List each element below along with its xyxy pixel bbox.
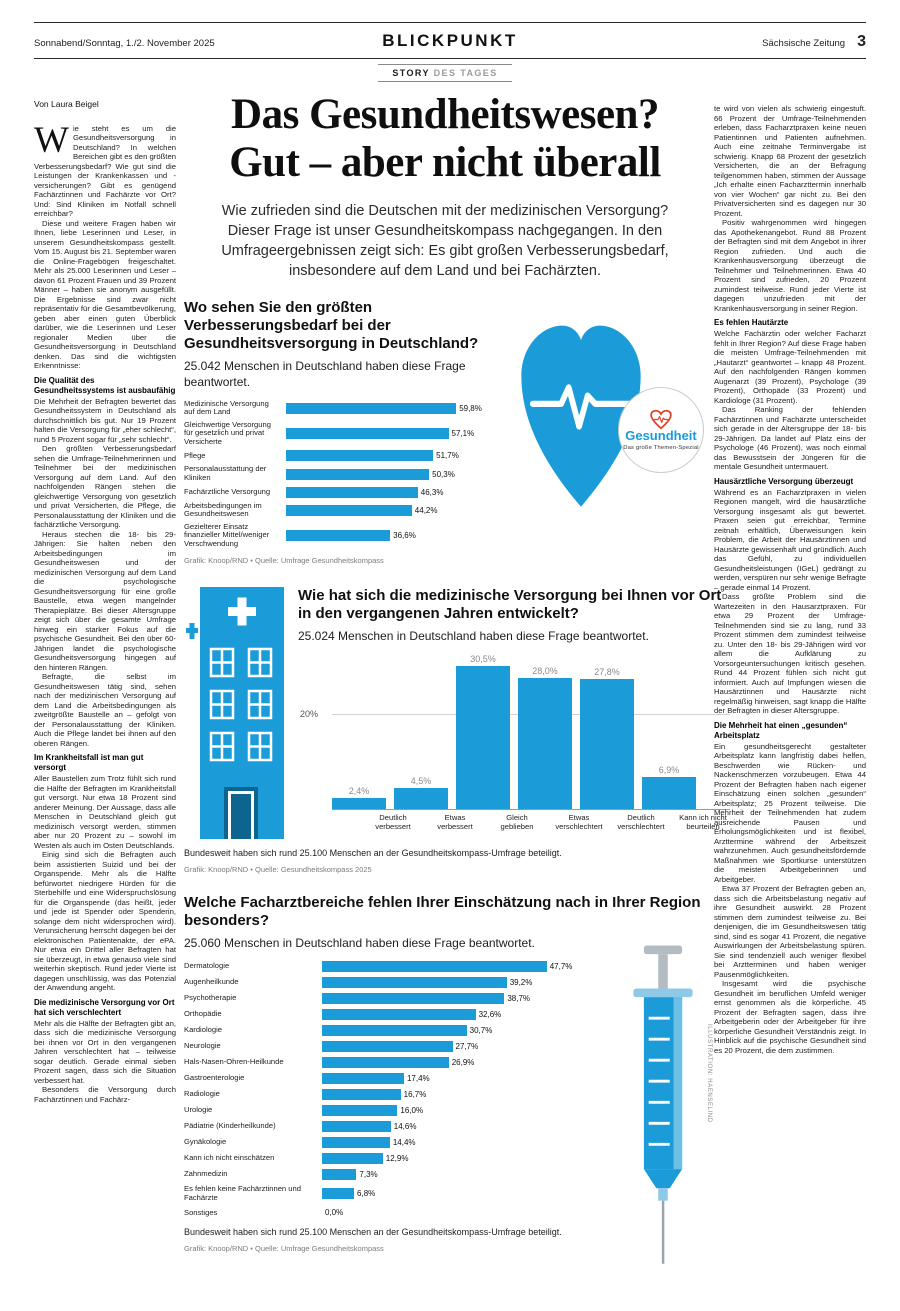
bar-label: Personalausstattung der Kliniken — [184, 464, 267, 483]
chart-subtitle: 25.042 Menschen in Deutschland haben diese Frage beantwortet. — [184, 359, 466, 389]
bar — [286, 487, 418, 498]
bar-row — [184, 1089, 630, 1100]
bar — [286, 530, 390, 541]
chart-improvement-needs — [184, 299, 706, 564]
lede: Wie zufrieden sind die Deutschen mit der medizinischen Versorgung? Dieser Frage ist unser Gesundheitskompass nachgegangen. In den Umfrageergebnissen zeigt sich: Es gibt großen Verbesserungsbedarf, insbesondere auf dem Land und bei Fachärzten. — [221, 203, 669, 280]
bar-label: Augenheilkunde — [184, 977, 239, 987]
bar-area — [322, 993, 630, 1004]
bar-area — [322, 1137, 630, 1148]
chart-title: Welche Facharztbereiche fehlen Ihrer Einschätzung nach in Ihrer Region besonders? — [184, 893, 701, 929]
bar-area — [322, 1041, 630, 1052]
bar-value: 36,6% — [393, 531, 416, 541]
bar-value: 59,8% — [459, 403, 482, 413]
bar — [322, 1137, 390, 1148]
bar — [322, 1057, 449, 1068]
bar-row — [184, 465, 498, 482]
bar-column — [642, 765, 696, 809]
bar-area — [322, 1105, 630, 1116]
page-header — [34, 22, 866, 59]
bar-row — [184, 487, 498, 498]
bar-value: 27,7% — [455, 1042, 479, 1052]
bar-column — [332, 786, 386, 809]
article-paragraph: te wird von vielen als schwierig eingestuft. 66 Prozent der Umfrage-Teilnehmenden erleben, dass Facharztpraxen keine neuen Patientinnen und Patienten aufnehmen. Auch eine zeitnahe Terminvergabe ist schwierig. Knapp 68 Prozent der gesetzlich Versicherten, die an der Befragung teilgenommen haben, stimmen der Aussage „Ich erhalte einen Facharzttermin innerhalb von vier Wochen“ gar nicht zu. Bei den Privatversicherten sind es dagegen nur 30 Prozent. — [714, 104, 866, 218]
bar-value: 14,6% — [393, 1122, 417, 1132]
bar-value: 7,3% — [359, 1170, 378, 1180]
bar — [322, 1121, 391, 1132]
bar-label: Pädiatrie (Kinderheilkunde) — [184, 1121, 276, 1131]
chart2-plot-panel — [298, 587, 730, 839]
paper-name — [518, 33, 866, 51]
bar-area — [322, 961, 630, 972]
column-subhead: Im Krankheitsfall ist man gut versorgt — [34, 753, 144, 772]
bar — [322, 1169, 356, 1180]
bar-value: 47,7% — [549, 962, 573, 972]
left-column-body — [34, 119, 176, 1105]
bar-row — [184, 1105, 630, 1116]
chart-title: Wo sehen Sie den größten Verbesserungsbedarf bei der Gesundheitsversorgung in Deutschland? — [184, 299, 479, 353]
bar-value: 6,8% — [357, 1189, 376, 1199]
bar-row — [184, 400, 498, 417]
bar-row — [184, 1057, 630, 1068]
chart-missing-specialists — [184, 893, 712, 1254]
article-paragraph: Wie steht es um die Gesundheitsversorgung in Deutschland? In welchen Bereichen gibt es den größten Verbesserungsbedarf? Wie gut sind die Leistungen der Krankenkassen und -versicherungen? Gibt es genügend Fachärztinnen und Fachärzte vor Ort? Und: Sind Kliniken im Notfall schnell erreichbar? — [34, 119, 176, 218]
bar — [286, 403, 456, 414]
article-paragraph: Einig sind sich die Befragten auch beim assistierten Suizid und bei der Organspende. Mehr als die Hälfte befürwortet niedrigere Hürden für die Sterbehilfe und eine Widerspruchslösung für die Organspende (das heißt, jeder und jede ist Spender oder Spenderin, solange dem nicht widersprochen wird). Verunsicherung herrscht dagegen bei der elektronischen Patientenakte, der ePA. Nur etwa ein Drittel aller Befragten hat sie überzeugt, in etwa genauso viele sind weiterhin skeptisch. Rund jeder Vierte ist dagegen unschlüssig, was das Potenzial der Anwendung angeht. — [34, 850, 176, 992]
bar — [286, 469, 429, 480]
bar-label: Gastroenterologie — [184, 1073, 245, 1083]
bar-area — [286, 505, 498, 516]
bar-label: Dermatologie — [184, 961, 230, 971]
bar-rows — [184, 961, 630, 1218]
article-paragraph: Dass größte Problem sind die Wartezeiten in den Hausarztpraxen. Für etwa 29 Prozent der Umfrage-Teilnehmenden sind sie zu lang, rund 33 Prozent stimmen dem zumindest teilweise zu. Unter den 18- bis 29-Jährigen wird vor allem die Aufklärung zu Vorsorgeuntersuchungen kritisch gesehen. Rund 44 Prozent fühlen sich nicht gut informiert. Auch auf Impfungen wiesen die Hausärztinnen und Hausärzte nicht regelmäßig hinweisen, sagt knapp die Hälfte der Befragten in dieser Altersgruppe. — [714, 592, 866, 715]
hospital-building-illustration — [184, 587, 284, 839]
vertical-bar-plot — [298, 654, 730, 831]
bar — [322, 1073, 404, 1084]
kicker — [378, 64, 512, 82]
bar — [394, 788, 448, 809]
logo-subtitle: Das große Themen-Spezial — [623, 444, 699, 451]
bar-label: Zahnmedizin — [184, 1169, 228, 1179]
bar-label: Es fehlen keine Fachärztinnen und Fachärzte — [184, 1184, 301, 1202]
bar-label: Gezielterer Einsatz finanzieller Mittel/weniger Verschwendung — [184, 521, 270, 549]
bar-label: Fachärztliche Versorgung — [184, 486, 271, 496]
bar-area — [322, 977, 630, 988]
bar-value: 27,8% — [594, 666, 620, 677]
bar-area — [322, 1188, 630, 1199]
category-label: Deutlich verbessert — [375, 813, 411, 831]
bar — [286, 428, 449, 439]
left-article-column — [34, 100, 176, 1302]
gridline-label: 20% — [300, 709, 319, 720]
heart-illustration-panel — [508, 299, 706, 551]
bar-area — [322, 1153, 630, 1164]
category-label: Gleich geblieben — [500, 813, 534, 831]
page-number: 3 — [857, 33, 866, 50]
bar — [322, 977, 507, 988]
chart-credit: Grafik: Knoop/RND • Quelle: Umfrage Gesundheitskompass — [184, 1244, 384, 1254]
bar — [322, 1025, 467, 1036]
bar-value: 51,7% — [436, 451, 459, 461]
bar-row — [184, 523, 498, 549]
bar-row — [184, 1137, 630, 1148]
bar-label: Orthopädie — [184, 1009, 222, 1019]
bar-value: 12,9% — [385, 1154, 409, 1164]
bar-column — [394, 776, 448, 809]
logo-title: Gesundheit — [625, 427, 697, 443]
bar-row — [184, 1153, 630, 1164]
bar — [322, 1153, 383, 1164]
article-paragraph: Den größten Verbesserungsbedarf sehen die Umfrage-Teilnehmerinnen und Teilnehmer bei der medizinischen Versorgung auf dem Land. Auf den nachfolgenden Rängen stehen die gleichwertige Versorgung von gesetzlich und privat Versicherten, die Pflege, die Personalausstattung der Kliniken und die fachärztliche Versorgung. — [34, 444, 176, 529]
bar — [456, 666, 510, 809]
bar-row — [184, 1073, 630, 1084]
logo-heart-icon — [650, 410, 672, 429]
chart-subtitle: 25.024 Menschen in Deutschland haben diese Frage beantwortet. — [298, 628, 649, 643]
bar-value: 16,0% — [400, 1106, 424, 1116]
article-paragraph: Das Ranking der fehlenden Fachärztinnen und Fachärzte unterscheidet sich gerade in der Altersgruppe der 18- bis 29-Jährigen. Da landet auf Platz eins der Psychologe (46 Prozent), was noch einmal das Bewusstsein der Jüngeren für die mentale Gesundheit untermauert. — [714, 405, 866, 471]
gesundheit-logo — [618, 387, 704, 473]
bar-value: 39,2% — [509, 978, 533, 988]
bar-area — [322, 1009, 630, 1020]
headline-line-1: Das Gesundheitswesen? — [231, 91, 659, 138]
article-paragraph: Insgesamt wird die psychische Gesundheit im beruflichen Umfeld weniger ernst genommen als die körperliche. 45 Prozent der Befragten sagen, dass ihre Arbeitgeberin oder der Arbeitgeber für ihre körperliche Gesundheit Verständnis zeigt. In Hinblick auf die psychische Gesundheit sind es 20 Prozent, die dem zustimmen. — [714, 979, 866, 1055]
category-label: Kann ich nicht beurteilen — [679, 813, 727, 831]
byline: Von Laura Beigel — [34, 99, 99, 109]
bar-value: 17,4% — [406, 1074, 430, 1084]
bar-row — [184, 1041, 630, 1052]
chart-local-care-development — [184, 586, 727, 874]
category-label: Etwas verbessert — [437, 813, 473, 831]
bar-area — [322, 1073, 630, 1084]
bar-label: Arbeitsbedingungen im Gesundheitswesen — [184, 500, 262, 519]
bar-area — [322, 1121, 630, 1132]
bar-row — [184, 1207, 630, 1218]
bar-row — [184, 977, 630, 988]
issue-date: Sonnabend/Sonntag, 1./2. November 2025 — [34, 38, 215, 49]
chart-footnote: Bundesweit haben sich rund 25.100 Menschen an der Gesundheitskompass-Umfrage beteiligt. — [184, 1227, 562, 1238]
bar-value: 26,9% — [451, 1058, 475, 1068]
bar-label: Gleichwertige Versorgung für gesetzlich und privat Versicherte — [184, 419, 271, 446]
bar-value: 4,5% — [410, 776, 432, 787]
bar-row — [184, 1025, 630, 1036]
bar-value: 46,3% — [420, 487, 444, 497]
column-subhead: Die medizinische Versorgung vor Ort hat sich verschlechtert — [34, 997, 175, 1017]
category-label: Deutlich verschlechtert — [617, 813, 665, 831]
bar-area — [286, 403, 498, 414]
bar-value: 28,0% — [532, 665, 558, 676]
category-label: Etwas verschlechtert — [555, 813, 603, 831]
bar-row — [184, 1169, 630, 1180]
article-paragraph: Welche Fachärztin oder welcher Facharzt fehlt in Ihrer Region? Auf diese Frage haben die meisten Umfrage-Teilnehmenden mit „Hautarzt“ geantwortet – knapp 48 Prozent. Auf den nachfolgenden Rängen kommen Augenarzt (39 Prozent), Psychologe (39 Prozent), Orthopäde (33 Prozent) und Kardiologe (31 Prozent). — [714, 329, 866, 405]
bar-label: Kann ich nicht einschätzen — [184, 1153, 275, 1163]
chart-improvement-needs-plot — [184, 299, 498, 564]
bar-value: 57,1% — [451, 429, 475, 439]
bar — [286, 450, 433, 461]
bar-row — [184, 993, 630, 1004]
bar-value: 30,7% — [469, 1026, 493, 1036]
bar-row — [184, 502, 498, 519]
bar-row — [184, 1185, 630, 1202]
bar — [518, 678, 572, 809]
bar-area — [322, 1169, 630, 1180]
bar-value: 16,7% — [403, 1090, 427, 1100]
article-paragraph: Die Mehrheit der Befragten bewertet das Gesundheitssystem in Deutschland als durchschnittlich bis gut. Nur 19 Prozent halten die Versorgung für „eher schlecht“, rund 5 Prozent sogar für „sehr schlecht“. — [34, 396, 176, 444]
bar-area — [286, 450, 498, 461]
bar-row — [184, 1009, 630, 1020]
bar — [322, 1089, 401, 1100]
article-paragraph: Heraus stechen die 18- bis 29-Jährigen: Sie halten neben den Arbeitsbedingungen im Gesundheitswesen und der medizinischen Versorgung auf dem Land die psychologische Gesundheitsversorgung für eine große Baustelle, etwa wegen mangelnder Therapieplätze. Bei dieser Altersgruppe zeigt sich über die gesamte Umfrage hinweg ein starker Fokus auf die psychische Gesundheit. Bei den über 60-Jährigen landet die psychologische Gesundheitsversorgung hingegen auf den hinteren Rängen. — [34, 529, 176, 672]
bar-label: Hals-Nasen-Ohren-Heilkunde — [184, 1057, 284, 1067]
kicker-rest: DES TAGES — [433, 68, 498, 78]
bar-row — [184, 450, 498, 461]
chart-footnote: Bundesweit haben sich rund 25.100 Menschen an der Gesundheitskompass-Umfrage beteiligt. — [184, 847, 562, 858]
bar — [322, 1105, 397, 1116]
chart2-layout — [184, 586, 727, 839]
illustration-credit: ILLUSTRATION: HAENSELIND — [706, 1023, 712, 1123]
right-article-column — [714, 104, 866, 1304]
section-title: BLICKPUNKT — [382, 31, 518, 50]
column-subhead: Die Qualität des Gesundheitssystems ist ausbaufähig — [34, 375, 176, 395]
bar-value: 32,6% — [478, 1010, 502, 1020]
bar-value: 38,7% — [507, 994, 531, 1004]
bar-area — [286, 487, 498, 498]
bar — [322, 1009, 476, 1020]
chart-credit: Grafik: Knoop/RND • Quelle: Gesundheitskompass 2025 — [184, 864, 372, 874]
bar-value: 6,9% — [658, 764, 680, 775]
article-paragraph: Mehr als die Hälfte der Befragten gibt an, dass sich die medizinische Versorgung bei ihnen vor Ort in den vergangenen Jahren verschlechtert hat – teilweise sogar deutlich. Gerade einmal sieben Prozent sagen, dass sich die Situation verbessert hat. — [34, 1018, 176, 1085]
bar — [286, 505, 412, 516]
bar-row — [184, 1121, 630, 1132]
bar-label: Gynäkologie — [184, 1137, 227, 1147]
bar-column — [518, 666, 572, 809]
column-subhead: Hausärztliche Versorgung überzeugt — [714, 476, 854, 486]
bar-label: Kardiologie — [184, 1025, 222, 1035]
bar-value: 0,0% — [325, 1208, 344, 1218]
bar — [322, 1188, 354, 1199]
kicker-story: STORY — [392, 68, 430, 78]
article-paragraph: Diese und weitere Fragen haben wir Ihnen, liebe Leserinnen und Leser, in unserem Gesundheitskompass gestellt. Vom 15. August bis 21. September waren die Online-Fragebögen freigeschaltet. Mehr als 25.000 Leserinnen und Leser – davon 61 Prozent Frauen und 39 Prozent Männer – haben sie anonym ausgefüllt. Die Ergebnisse sind zwar nicht repräsentativ für die Gesamtbevölkerung, geben aber einen guten Überblick darüber, wie die Leserinnen und Leser regionaler Medien über die Gesundheitsversorgung in Deutschland denken. Das sind die wichtigsten Erkenntnisse: — [34, 218, 176, 370]
article-paragraph: Aller Baustellen zum Trotz fühlt sich rund die Hälfte der Befragten im Krankheitsfall gut versorgt. Nur etwa 18 Prozent sind anderer Meinung. Der Aussage, dass alle Menschen in Deutschland gleich gut medizinisch versorgt werden, stimmen aber nur 20 Prozent zu – sowohl im Westen als auch im Osten Deutschlands. — [34, 774, 176, 850]
bar-label: Medizinische Versorgung auf dem Land — [184, 398, 269, 417]
bar — [580, 679, 634, 809]
bar-label: Urologie — [184, 1105, 213, 1115]
bar-area — [286, 530, 498, 541]
bar-column — [456, 654, 510, 809]
bar-area — [286, 428, 498, 439]
bar-label: Sonstiges — [184, 1207, 218, 1217]
bar-value: 30,5% — [470, 654, 496, 665]
article-paragraph: Befragte, die selbst im Gesundheitswesen tätig sind, sehen nach der medizinischen Versorgung auf dem Land die Arbeitsbedingungen als zweitgrößte Baustelle an – gefolgt von der Personalausstattung der Kliniken. Auch die Pflege landet bei ihnen auf den oberen Rängen. — [34, 672, 176, 748]
bar-value: 2,4% — [348, 785, 370, 796]
bar-area — [286, 469, 498, 480]
headline-line-2: Gut – aber nicht überall — [229, 139, 661, 187]
bar-column — [580, 667, 634, 809]
bar-value: 50,3% — [432, 469, 455, 479]
article-paragraph: Ein gesundheitsgerecht gestalteter Arbeitsplatz kann langfristig dabei helfen, Beschwerden wie Rücken- und Nackenschmerzen vorzubeugen. Etwa 44 Prozent der Befragten haben nach eigener Einschätzung einen solchen „gesunden“ Arbeitsplatz; 25 Prozent teilweise. Die Mehrheit der Teilnehmenden hat zudem ausreichende Pausen und Erholungsmöglichkeiten und ist flexibel, Arzttermine während der Arbeitszeit wahrzunehmen. Auch gesundheitsfördernde Maßnahmen wie Sportkurse unterstützen die meisten Arbeitgeberinnen und Arbeitgeber. — [714, 741, 866, 884]
drop-cap: W — [34, 119, 69, 161]
bar-area — [322, 1089, 630, 1100]
article-paragraph: Während es an Facharztpraxen in vielen Regionen mangelt, wird die hausärztliche Versorgung insgesamt als gut bewertet. Praxen seien gut erreichbar, Termine zeitnah erhältlich, Überweisungen kein Problem, die Arbeit der Hausärztinnen und Hausärzte gewissenhaft und gründlich. Auch das Gefühl, zu individuellen Gesundheitsleistungen (IGeL) gedrängt zu werden, verspüren nur sehr wenige Befragte – gerade einmal 14 Prozent. — [714, 487, 866, 592]
bar-row — [184, 961, 630, 972]
paper-name-text: Sächsische Zeitung — [762, 38, 846, 49]
chart-credit: Grafik: Knoop/RND • Quelle: Umfrage Gesundheitskompass — [184, 555, 384, 565]
bar-label: Radiologie — [184, 1089, 220, 1099]
bar — [642, 777, 696, 809]
bar — [322, 993, 504, 1004]
bar-area — [322, 1207, 630, 1218]
center-column — [184, 64, 727, 1310]
bar-label: Neurologie — [184, 1041, 221, 1051]
bar-label: Psychotherapie — [184, 993, 237, 1003]
bar-rows — [184, 400, 498, 549]
bar — [322, 961, 547, 972]
bar-area — [322, 1057, 630, 1068]
article-paragraph: Positiv wahrgenommen wird hingegen das Apothekenangebot. Rund 88 Prozent der Befragten sind mit dem Angebot in ihrer Region zufrieden. Und auch die Krankenhausversorgung überzeugt die Teilnehmer und Teilnehmerinnen. Etwa 40 Prozent sind zufrieden, 20 Prozent zumindest teilweise. Rund jeder Vierte ist dagegen unzufrieden mit der Krankenhausversorgung in seiner Region. — [714, 218, 866, 313]
plot-area — [300, 654, 730, 810]
bar-area — [322, 1025, 630, 1036]
chart-subtitle: 25.060 Menschen in Deutschland haben diese Frage beantwortet. — [184, 935, 535, 950]
article-paragraph: Etwa 37 Prozent der Befragten geben an, dass sich die Arbeitsbelastung negativ auf ihre Gesundheit auswirkt. 28 Prozent stimmen dem zumindest teilweise zu. Bei denjenigen, die im Gesundheitswesen tätig sind, sind es sogar 41 Prozent, die negative Auswirkungen der Arbeitsbelastung spüren. Sie sind tendenziell auch weniger flexibel bei Arztterminen und haben weniger Pausenmöglichkeiten. — [714, 884, 866, 979]
column-subhead: Es fehlen Hautärzte — [714, 318, 789, 327]
column-subhead: Die Mehrheit hat einen „gesunden“ Arbeitsplatz — [714, 720, 848, 740]
bar — [332, 798, 386, 809]
bar-value: 14,4% — [392, 1138, 416, 1148]
chart-title: Wie hat sich die medizinische Versorgung bei Ihnen vor Ort in den vergangenen Jahren entwickelt? — [298, 586, 722, 622]
right-column-body — [714, 104, 866, 1055]
category-labels — [332, 814, 730, 831]
syringe-illustration — [620, 940, 706, 1281]
bar-label: Pflege — [184, 450, 206, 460]
bar-value: 44,2% — [414, 505, 438, 515]
bar-row — [184, 421, 498, 447]
bar — [322, 1041, 453, 1052]
article-paragraph: Besonders die Versorgung durch Fachärztinnen und Fachärz- — [34, 1085, 176, 1104]
headline — [184, 91, 706, 187]
